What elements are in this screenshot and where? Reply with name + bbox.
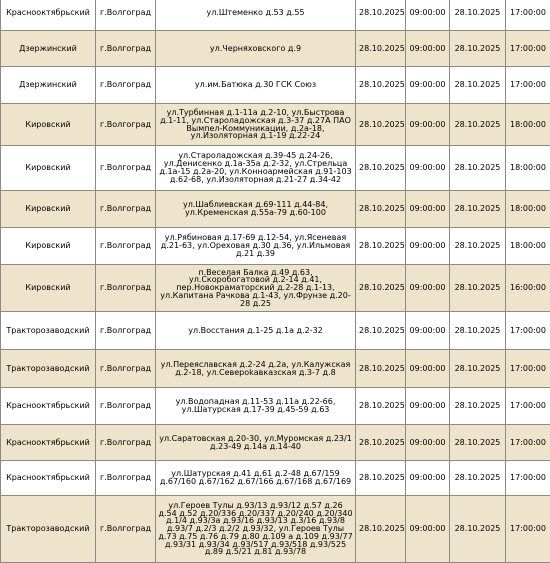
city-cell: г.Волгоград <box>96 388 156 425</box>
district-cell: Краснооктябрьский <box>1 425 96 461</box>
city-cell: г.Волгоград <box>96 496 156 563</box>
end-time-cell: 17:00:00 <box>506 0 550 31</box>
district-cell: Кировский <box>1 146 96 191</box>
city-cell: г.Волгоград <box>96 350 156 388</box>
end-date-cell: 28.10.2025 <box>450 425 506 461</box>
start-time-cell: 09:00:00 <box>406 350 450 388</box>
address-cell: п.Веселая Балка д.49 д.63, ул.Скоробогатовой д.2-14 д.41, пер.Новокраматорский д.2-28 д.1-13, ул.Капитана Рачкова д.1-43, ул.Фрунзе д.20-28 д.25 <box>156 265 356 312</box>
table-body <box>1 0 550 563</box>
end-date-cell: 28.10.2025 <box>450 104 506 146</box>
district-cell: Тракторозаводский <box>1 496 96 563</box>
table-row <box>1 496 550 563</box>
table-row <box>1 146 550 191</box>
district-cell: Тракторозаводский <box>1 350 96 388</box>
end-date-cell: 28.10.2025 <box>450 496 506 563</box>
start-date-cell: 28.10.2025 <box>356 388 406 425</box>
start-time-cell: 09:00:00 <box>406 461 450 496</box>
start-date-cell: 28.10.2025 <box>356 265 406 312</box>
end-date-cell: 28.10.2025 <box>450 228 506 265</box>
start-time-cell: 09:00:00 <box>406 228 450 265</box>
table-row <box>1 312 550 350</box>
start-date-cell: 28.10.2025 <box>356 461 406 496</box>
district-cell: Краснооктябрьский <box>1 388 96 425</box>
start-date-cell: 28.10.2025 <box>356 496 406 563</box>
district-cell: Кировский <box>1 191 96 228</box>
end-time-cell: 17:00:00 <box>506 67 550 104</box>
start-date-cell: 28.10.2025 <box>356 31 406 67</box>
start-date-cell: 28.10.2025 <box>356 312 406 350</box>
start-time-cell: 09:00:00 <box>406 191 450 228</box>
address-cell: ул.Турбинная д.1-11а д.2-10, ул.Быстрова д.1-11, ул.Старoладожская д.3-37 д.27А ПАО Вымпел-Коммуникации, д.2а-18, ул.Изоляторная д.1-19 д.22-24 <box>156 104 356 146</box>
district-cell: Кировский <box>1 104 96 146</box>
city-cell: г.Волгоград <box>96 312 156 350</box>
table-row <box>1 67 550 104</box>
start-time-cell: 09:00:00 <box>406 265 450 312</box>
end-time-cell: 16:00:00 <box>506 265 550 312</box>
district-cell: Краснооктябрьский <box>1 0 96 31</box>
end-date-cell: 28.10.2025 <box>450 191 506 228</box>
city-cell: г.Волгоград <box>96 67 156 104</box>
start-time-cell: 09:00:00 <box>406 146 450 191</box>
end-time-cell: 17:00:00 <box>506 461 550 496</box>
end-date-cell: 28.10.2025 <box>450 265 506 312</box>
city-cell: г.Волгоград <box>96 31 156 67</box>
district-cell: Кировский <box>1 265 96 312</box>
table-row <box>1 425 550 461</box>
start-date-cell: 28.10.2025 <box>356 67 406 104</box>
address-cell: ул.Шаблиевская д.69-111 д.44-84, ул.Кременская д.55а-79 д.60-100 <box>156 191 356 228</box>
end-date-cell: 28.10.2025 <box>450 312 506 350</box>
start-time-cell: 09:00:00 <box>406 388 450 425</box>
end-time-cell: 17:00:00 <box>506 31 550 67</box>
address-cell: ул.Рябиновая д.17-69 д.12-54, ул.Ясеневая д.21-63, ул.Ореховая д.30 д.36, ул.Ильмовая д.21 д.39 <box>156 228 356 265</box>
end-date-cell: 28.10.2025 <box>450 0 506 31</box>
district-cell: Кировский <box>1 228 96 265</box>
district-cell: Краснооктябрьский <box>1 461 96 496</box>
end-date-cell: 28.10.2025 <box>450 67 506 104</box>
district-cell: Дзержинский <box>1 67 96 104</box>
end-time-cell: 17:00:00 <box>506 312 550 350</box>
end-date-cell: 28.10.2025 <box>450 31 506 67</box>
address-cell: ул.им.Батюка д.30 ГСК Союз <box>156 67 356 104</box>
end-date-cell: 28.10.2025 <box>450 146 506 191</box>
start-date-cell: 28.10.2025 <box>356 228 406 265</box>
address-cell: ул.Штеменко д.53 д.55 <box>156 0 356 31</box>
city-cell: г.Волгоград <box>96 461 156 496</box>
end-date-cell: 28.10.2025 <box>450 388 506 425</box>
start-time-cell: 09:00:00 <box>406 496 450 563</box>
start-date-cell: 28.10.2025 <box>356 146 406 191</box>
start-time-cell: 09:00:00 <box>406 31 450 67</box>
end-date-cell: 28.10.2025 <box>450 461 506 496</box>
start-time-cell: 09:00:00 <box>406 0 450 31</box>
start-date-cell: 28.10.2025 <box>356 350 406 388</box>
table-row <box>1 265 550 312</box>
table-row <box>1 228 550 265</box>
city-cell: г.Волгоград <box>96 425 156 461</box>
city-cell: г.Волгоград <box>96 228 156 265</box>
address-cell: ул.Черняховского д.9 <box>156 31 356 67</box>
address-cell: ул.Водопадная д.11-53 д.11а д.22-66, ул.Шатурская д.17-39 д.45-59 д.63 <box>156 388 356 425</box>
table-row <box>1 0 550 31</box>
address-cell: ул.Переяславская д.2-24 д.2а, ул.Калужская д.2-18, ул.Североkавказская д.3-7 д.8 <box>156 350 356 388</box>
start-date-cell: 28.10.2025 <box>356 104 406 146</box>
table-row <box>1 31 550 67</box>
table-row <box>1 191 550 228</box>
city-cell: г.Волгоград <box>96 104 156 146</box>
start-date-cell: 28.10.2025 <box>356 0 406 31</box>
address-cell: ул.Восстания д.1-25 д.1а д.2-32 <box>156 312 356 350</box>
table-row <box>1 461 550 496</box>
end-time-cell: 17:00:00 <box>506 350 550 388</box>
end-time-cell: 18:00:00 <box>506 104 550 146</box>
end-time-cell: 17:00:00 <box>506 425 550 461</box>
end-date-cell: 28.10.2025 <box>450 350 506 388</box>
end-time-cell: 17:00:00 <box>506 496 550 563</box>
start-time-cell: 09:00:00 <box>406 312 450 350</box>
start-date-cell: 28.10.2025 <box>356 425 406 461</box>
district-cell: Тракторозаводский <box>1 312 96 350</box>
start-time-cell: 09:00:00 <box>406 425 450 461</box>
address-cell: ул.Шатурская д.41 д.61 д.2-48 д.67/159 д.67/160 д.67/162 д.67/166 д.67/168 д.67/169 <box>156 461 356 496</box>
end-time-cell: 18:00:00 <box>506 146 550 191</box>
table-row <box>1 104 550 146</box>
start-time-cell: 09:00:00 <box>406 104 450 146</box>
address-cell: ул.Староладожская д.39-45 д.24-26, ул.Денисенко д.1а-35а д.2-32, ул.Стрельца д.1а-15 д.2а-20, ул.Конноармейская д.91-103 д.62-68, ул.Изоляторная д.21-27 д.34-42 <box>156 146 356 191</box>
address-cell: ул.Саратовская д.20-30, ул.Муромская д.23/1 д.23-49 д.14а д.14-40 <box>156 425 356 461</box>
address-cell: ул.Героев Тулы д.93/13 д.93/12 д.57 д.26 д.54 д.52 д.20/336 д.20/337 д.20/240 д.20/340 д.1/4 д.93/3а д.93/16 д.93/13 д.3/16 д.93/8 д.93/7 д.2/3 д.2/2 д.93/32, ул.Героев Тулы д.73 д.75 д.76 д.79 д.80 д.109 а д.109 д.93/77 д.93/31 д.93/34 д.93/517 д.93/518 д.93/525 д.89 д.5/21 д.81 д.93/78 <box>156 496 356 563</box>
end-time-cell: 18:00:00 <box>506 191 550 228</box>
end-time-cell: 17:00:00 <box>506 388 550 425</box>
start-date-cell: 28.10.2025 <box>356 191 406 228</box>
start-time-cell: 09:00:00 <box>406 67 450 104</box>
city-cell: г.Волгоград <box>96 0 156 31</box>
district-cell: Дзержинский <box>1 31 96 67</box>
table-row <box>1 388 550 425</box>
city-cell: г.Волгоград <box>96 191 156 228</box>
city-cell: г.Волгоград <box>96 146 156 191</box>
end-time-cell: 18:00:00 <box>506 228 550 265</box>
city-cell: г.Волгоград <box>96 265 156 312</box>
table-row <box>1 350 550 388</box>
